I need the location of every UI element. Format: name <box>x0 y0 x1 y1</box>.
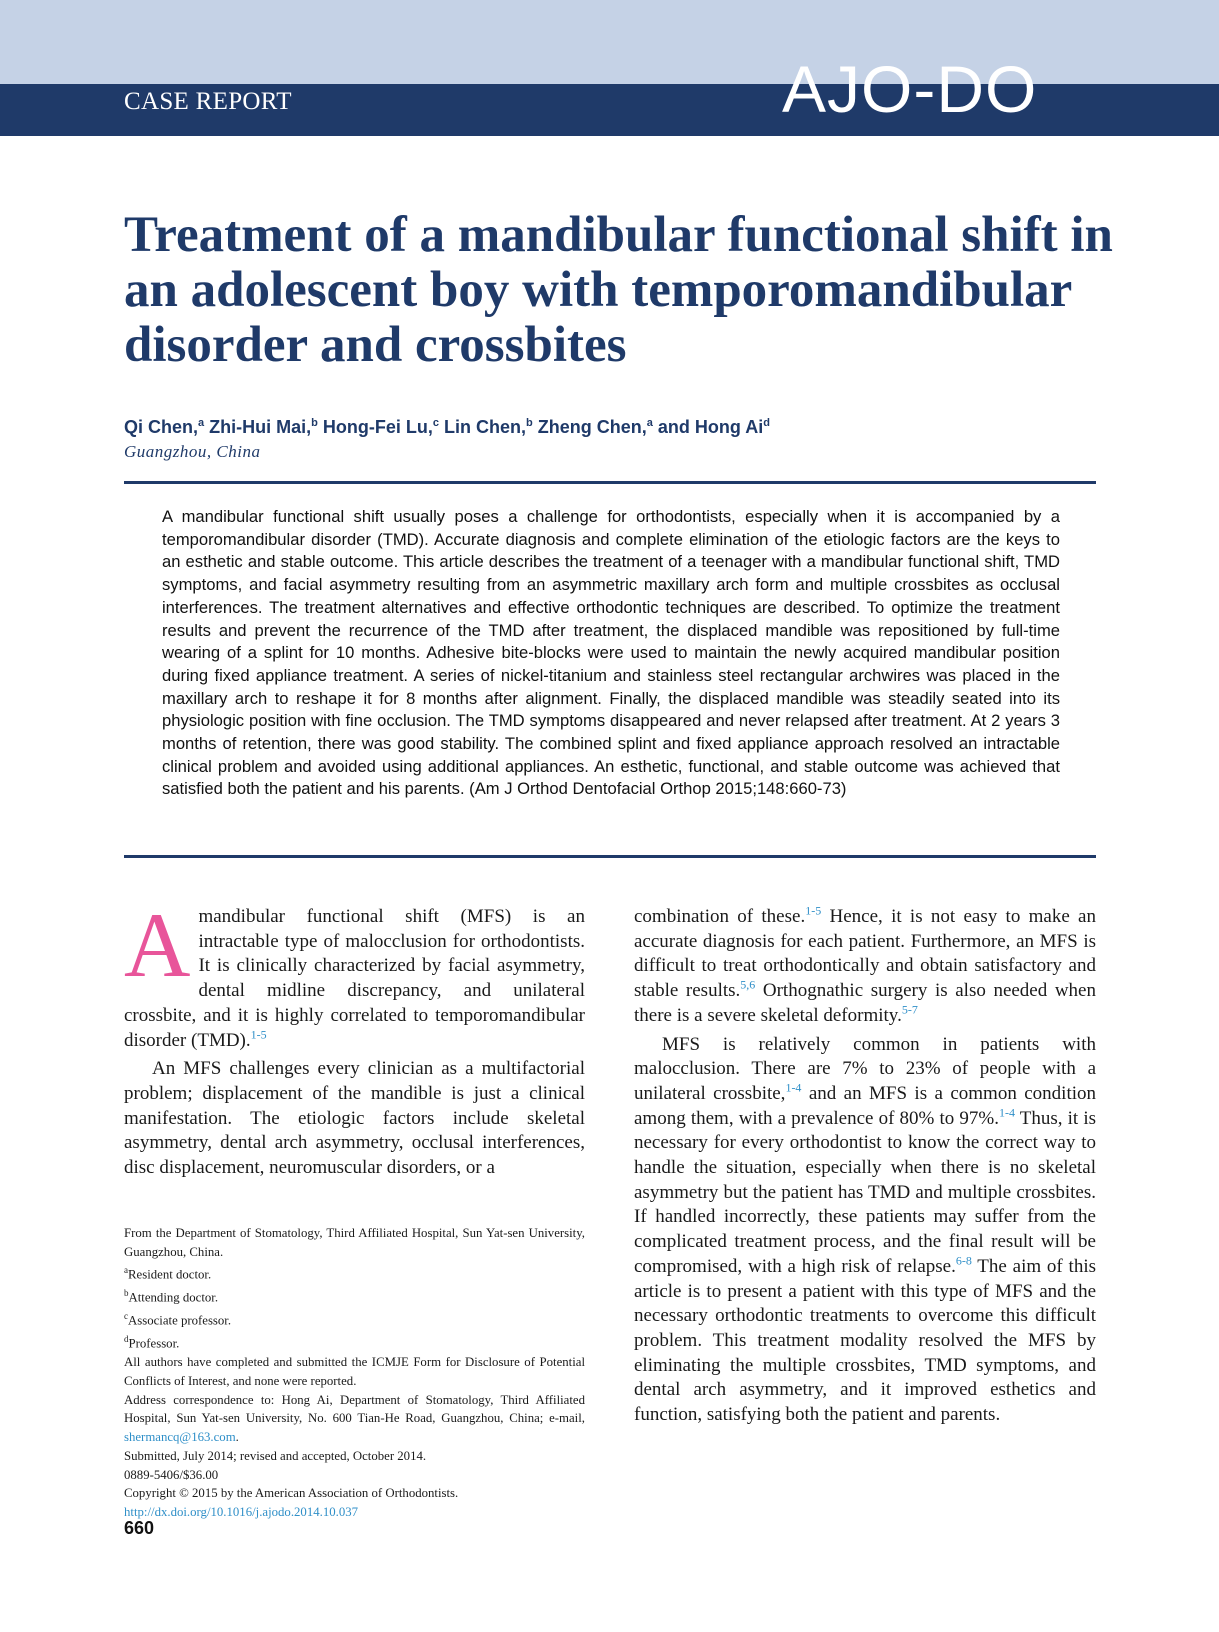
author-affiliation: a <box>646 417 653 429</box>
footnote-submitted: Submitted, July 2014; revised and accepted, October 2014. <box>124 1448 427 1463</box>
author: Qi Chen, <box>124 417 199 437</box>
author-affiliation: b <box>526 417 533 429</box>
citation: 1-4 <box>785 1080 802 1095</box>
footnotes <box>124 1224 585 1522</box>
abstract: A mandibular functional shift usually poses a challenge for orthodontists, especially when it is accompanied by a temporomandibular disorder (TMD). Accurate diagnosis and complete elimination of the etiologic factors are the keys to an esthetic and stable outcome. This article describes the treatment of a teenager with a mandibular functional shift, TMD symptoms, and facial asymmetry resulting from an asymmetric maxillary arch form and multiple crossbites as occlusal interferences. The treatment alternatives and effective orthodontic techniques are described. To optimize the treatment results and prevent the recurrence of the TMD after treatment, the displaced mandible was repositioned by full-time wearing of a splint for 10 months. Adhesive bite-blocks were used to maintain the newly acquired mandibular position during fixed appliance treatment. A series of nickel-titanium and stainless steel rectangular archwires was placed in the maxillary arch to reshape it for 8 months after alignment. Finally, the displaced mandible was steadily seated into its physiologic position with fine occlusion. The TMD symptoms disappeared and never relapsed after treatment. At 2 years 3 months of retention, there was good stability. The combined splint and fixed appliance approach resolved an intractable clinical problem and avoided using additional appliances. An esthetic, functional, and stable outcome was achieved that satisfied both the patient and his parents. (Am J Orthod Dentofacial Orthop 2015;148:660-73) <box>162 507 1060 799</box>
page-number: 660 <box>124 1518 155 1538</box>
author: and Hong Ai <box>657 417 764 437</box>
body-paragraph: combination of these.$^{1-5}$ Hence, it is not easy to make an accurate diagnosis for each patient. Furthermore, an MFS is difficult to treat orthodontically and obtain satisfactory and stable results.$^{5,6}$ Orthognathic surgery is also needed when there is a severe skeletal deformity.$^{5-7}$ <box>634 903 1096 1026</box>
footnote-role: $^a$Resident doctor. <box>124 1265 212 1282</box>
author-list <box>124 417 1124 438</box>
footnote-role: $^d$Professor. <box>124 1334 180 1351</box>
author: Zhi-Hui Mai, <box>209 417 312 437</box>
author-affiliation: d <box>763 417 770 429</box>
author: Lin Chen, <box>444 417 527 437</box>
divider <box>124 481 1096 484</box>
author-affiliation: b <box>311 417 318 429</box>
footnote-copyright: Copyright © 2015 by the American Association of Orthodontists. <box>124 1486 459 1501</box>
journal-logo: AJO-DO <box>782 52 1038 126</box>
author: Zheng Chen, <box>537 417 647 437</box>
author-affiliation: a <box>198 417 205 429</box>
doi-link[interactable]: http://dx.doi.org/10.1016/j.ajodo.2014.10.037 <box>124 1504 359 1519</box>
footnote-issn: 0889-5406/$36.00 <box>124 1467 219 1482</box>
section-label: CASE REPORT <box>124 88 292 115</box>
citation: 6-8 <box>955 1253 972 1268</box>
citation: 1-5 <box>805 903 822 918</box>
citation: 1-5 <box>250 1027 267 1042</box>
body-paragraph: An MFS challenges every clinician as a multifactorial problem; displacement of the mandible is just a clinical manifestation. The etiologic factors include skeletal asymmetry, dental arch asymmetry, occlusal interferences, disc displacement, neuromuscular disorders, or a <box>124 1058 585 1179</box>
citation: 5,6 <box>740 977 756 992</box>
footnote-role: $^c$Associate professor. <box>124 1311 232 1328</box>
body-column-left <box>124 894 585 1181</box>
author-location: Guangzhou, China <box>124 442 261 461</box>
footnote-role: $^b$Attending doctor. <box>124 1288 219 1305</box>
author: Hong-Fei Lu, <box>322 417 433 437</box>
footnote-department: From the Department of Stomatology, Third Affiliated Hospital, Sun Yat-sen University, Guangzhou, China. <box>124 1226 585 1259</box>
body-paragraph: Amandibular functional shift (MFS) is an intractable type of malocclusion for orthodontists. It is clinically characterized by facial asymmetry, dental midline discrepancy, and unilateral crossbite, and it is highly correlated to temporomandibular disorder (TMD).$^{1-5}$ <box>124 894 585 1051</box>
drop-cap: A <box>124 894 191 996</box>
body-paragraph: MFS is relatively common in patients with malocclusion. There are 7% to 23% of people with a unilateral crossbite,$^{1-4}$ and an MFS is a common condition among them, with a prevalence of 80% to 97%.$^{1-4}$ Thus, it is necessary for every orthodontist to know the correct way to handle the situation, especially when there is no skeletal asymmetry but the patient has TMD and multiple crossbites. If handled incorrectly, these patients may suffer from the complicated treatment process, and the final result will be compromised, with a high risk of relapse.$^{6-8}$ The aim of this article is to present a patient with this type of MFS and the necessary orthodontic treatments to overcome this difficult problem. This treatment modality resolved the MFS by eliminating the multiple crossbites, TMD symptoms, and dental arch asymmetry, and it improved esthetics and function, satisfying both the patient and parents. <box>634 1033 1097 1426</box>
author-affiliation: c <box>432 417 440 429</box>
body-column-right <box>634 905 1096 1428</box>
article-title: Treatment of a mandibular functional shift in an adolescent boy with temporomandibular disorder and crossbites <box>124 207 1113 373</box>
citation: 1-4 <box>998 1105 1015 1120</box>
footnote-correspondence: Address correspondence to: Hong Ai, Department of Stomatology, Third Affiliated Hospital, Sun Yat-sen University, No. 600 Tian-He Road, Guangzhou, China; e-mail, shermancq@163.com. <box>124 1392 585 1445</box>
citation: 5-7 <box>901 1002 918 1017</box>
divider <box>124 855 1096 858</box>
email-link[interactable]: shermancq@163.com <box>124 1430 236 1445</box>
footnote-disclosure: All authors have completed and submitted the ICMJE Form for Disclosure of Potential Conflicts of Interest, and none were reported. <box>124 1355 585 1388</box>
